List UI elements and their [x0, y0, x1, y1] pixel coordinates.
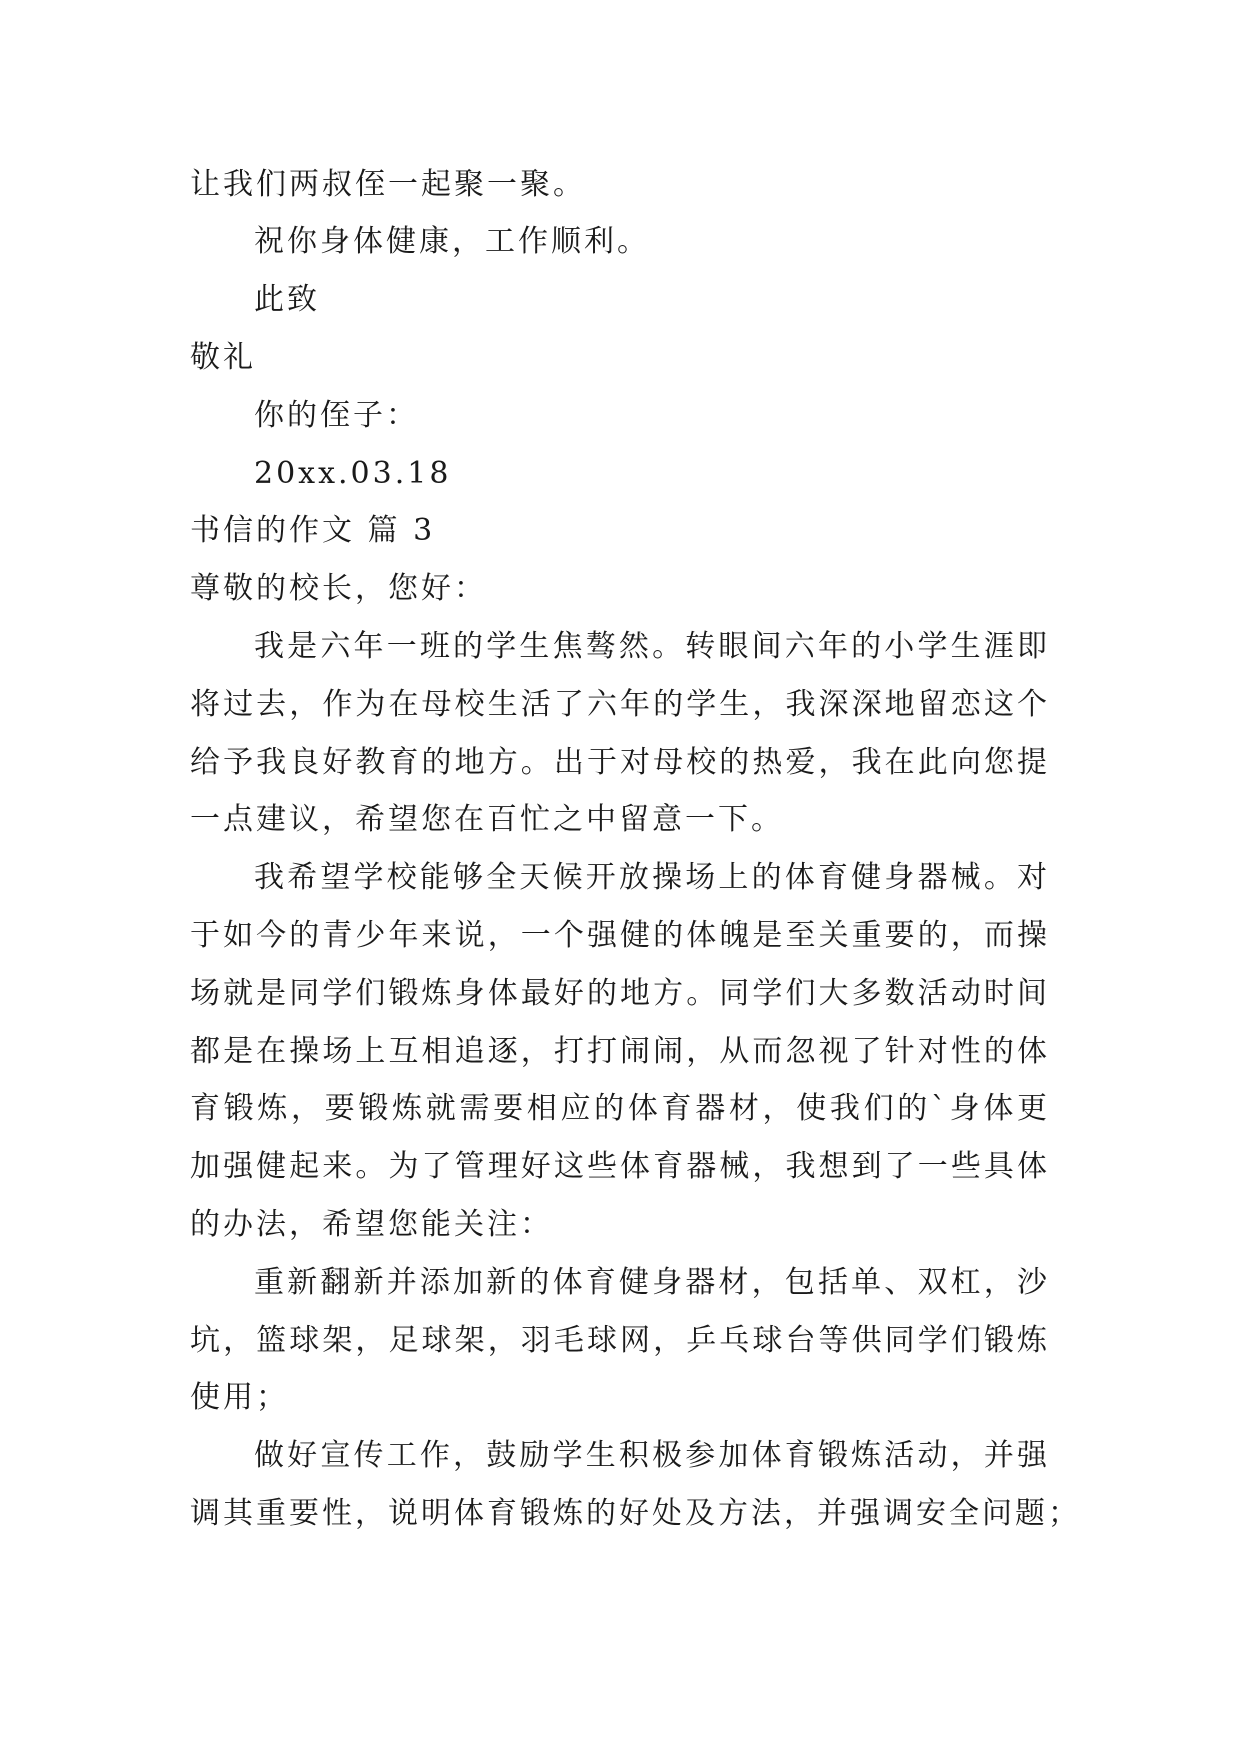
text-line: 祝你身体健康，工作顺利。 [254, 224, 650, 259]
text-line: 我是六年一班的学生焦骜然。转眼间六年的小学生涯即 [254, 629, 1050, 664]
text-line: 的办法，希望您能关注： [190, 1207, 553, 1242]
text-line: 使用； [190, 1380, 289, 1415]
text-line: 让我们两叔侄一起聚一聚。 [190, 167, 586, 202]
text-line: 场就是同学们锻炼身体最好的地方。同学们大多数活动时间 [190, 976, 1050, 1011]
text-line: 敬礼 [190, 340, 256, 375]
text-line: 给予我良好教育的地方。出于对母校的热爱，我在此向您提 [190, 745, 1050, 780]
text-line: 做好宣传工作，鼓励学生积极参加体育锻炼活动，并强 [254, 1438, 1050, 1473]
text-line: 我希望学校能够全天候开放操场上的体育健身器械。对 [254, 860, 1050, 895]
text-line: 调其重要性，说明体育锻炼的好处及方法，并强调安全问题； [190, 1496, 1081, 1531]
date-line: 20xx.03.18 [254, 456, 452, 491]
text-line: 你的侄子： [254, 398, 419, 433]
text-line: 重新翻新并添加新的体育健身器材，包括单、双杠，沙 [254, 1265, 1050, 1300]
text-line: 一点建议，希望您在百忙之中留意一下。 [190, 802, 784, 837]
text-line: 此致 [254, 282, 320, 317]
text-line: 坑，篮球架，足球架，羽毛球网，乒乓球台等供同学们锻炼 [190, 1323, 1050, 1358]
text-line: 都是在操场上互相追逐，打打闹闹，从而忽视了针对性的体 [190, 1034, 1050, 1069]
text-line: 加强健起来。为了管理好这些体育器械，我想到了一些具体 [190, 1149, 1050, 1184]
text-line: 育锻炼，要锻炼就需要相应的体育器材，使我们的`身体更 [190, 1091, 1050, 1126]
salutation-line: 尊敬的校长，您好： [190, 571, 487, 606]
text-line: 将过去，作为在母校生活了六年的学生，我深深地留恋这个 [190, 687, 1050, 722]
section-heading: 书信的作文 篇 3 [190, 513, 436, 548]
text-line: 于如今的青少年来说，一个强健的体魄是至关重要的，而操 [190, 918, 1050, 953]
